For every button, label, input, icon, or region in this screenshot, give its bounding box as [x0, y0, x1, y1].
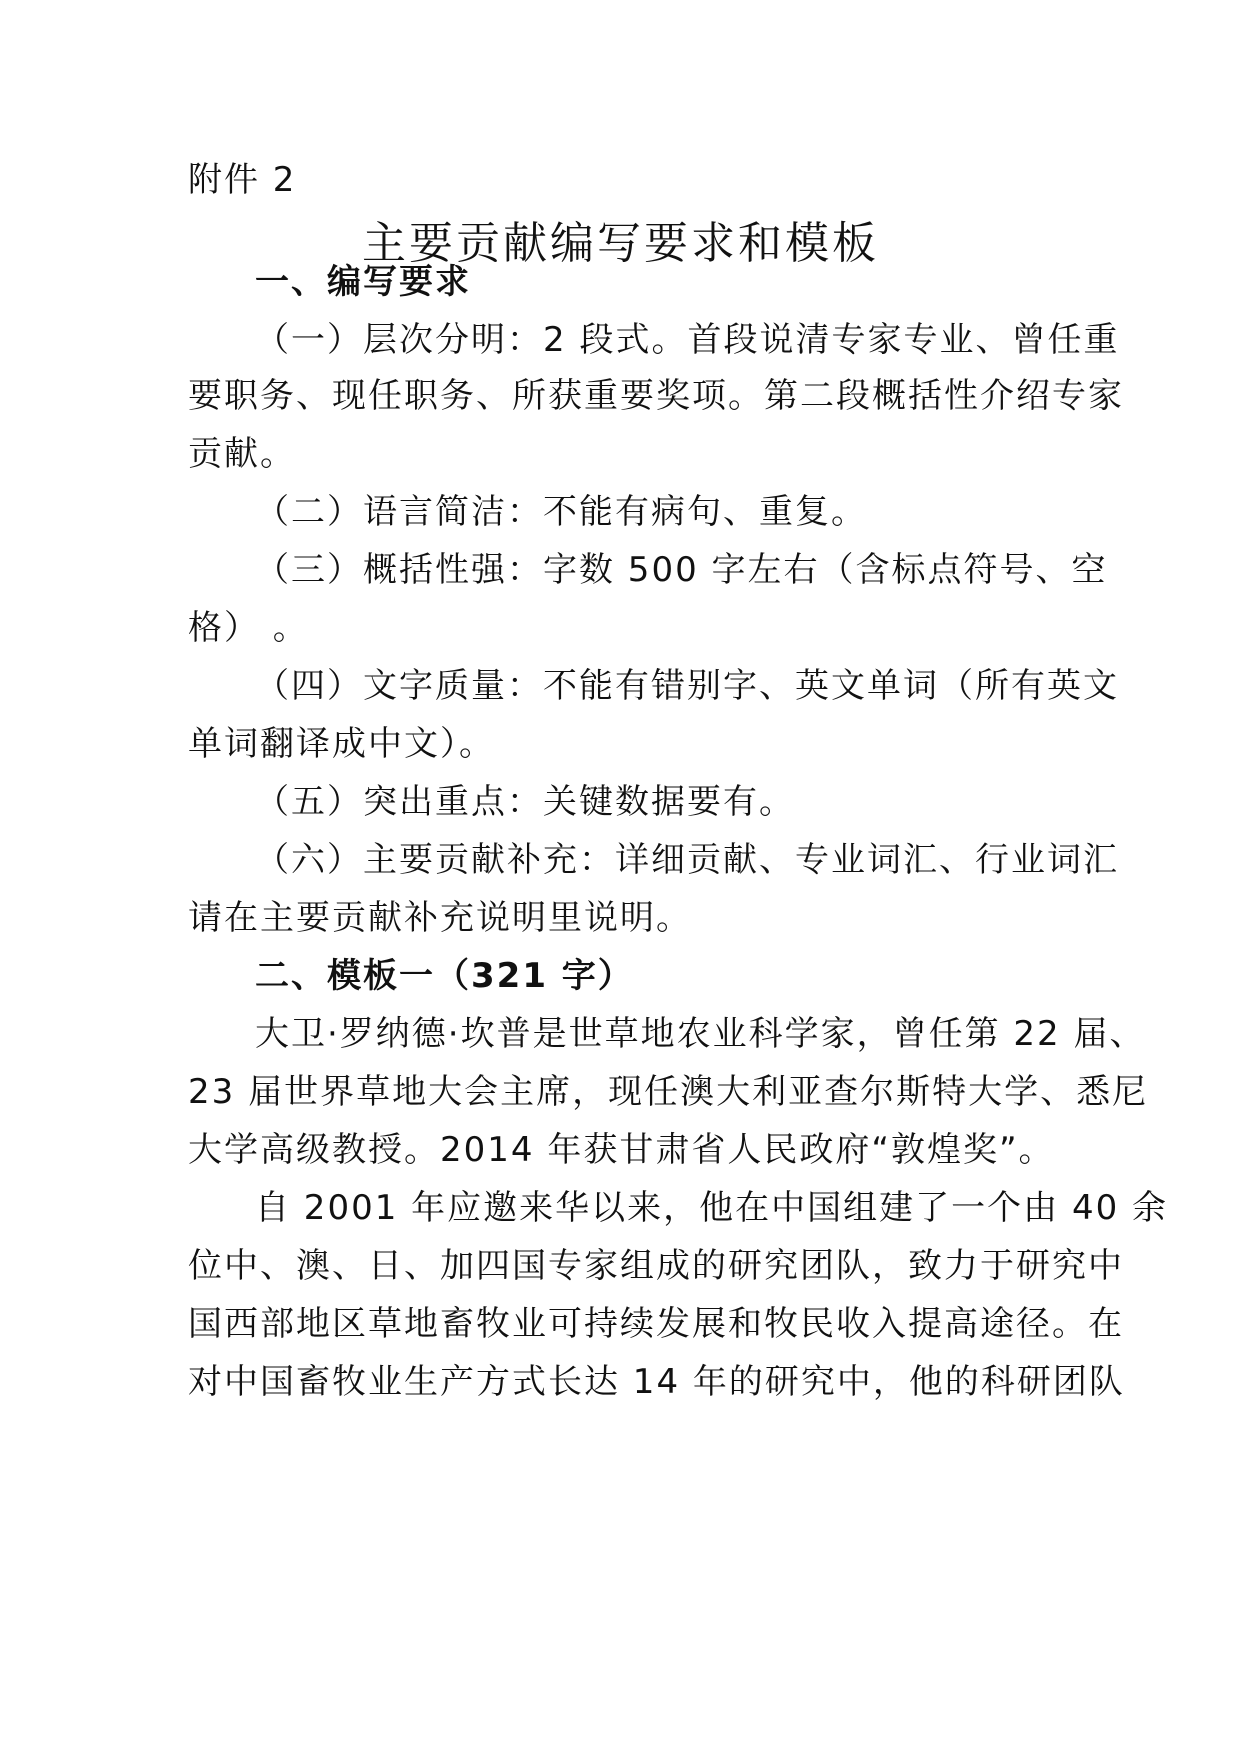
requirement-4-line-2: 单词翻译成中文）。 [188, 724, 495, 764]
requirement-2-line-1: （二）语言简洁：不能有病句、重复。 [255, 492, 867, 532]
requirement-6-line-2: 请在主要贡献补充说明里说明。 [188, 898, 692, 938]
requirement-5-line-1: （五）突出重点：关键数据要有。 [255, 782, 795, 822]
template-paragraph-1-line-1: 大卫·罗纳德·坎普是世草地农业科学家，曾任第 22 届、 [255, 1014, 1146, 1054]
requirement-3-line-2: 格） 。 [188, 608, 309, 648]
template-paragraph-1-line-2: 23 届世界草地大会主席，现任澳大利亚查尔斯特大学、悉尼 [188, 1072, 1149, 1112]
template-paragraph-2-line-3: 国西部地区草地畜牧业可持续发展和牧民收入提高途径。在 [188, 1304, 1124, 1344]
template-paragraph-1-line-3: 大学高级教授。2014 年获甘肃省人民政府“敦煌奖”。 [188, 1130, 1055, 1170]
requirement-1-line-3: 贡献。 [188, 434, 296, 474]
template-paragraph-2-line-1: 自 2001 年应邀来华以来，他在中国组建了一个由 40 余 [255, 1188, 1169, 1228]
template-paragraph-2-line-4: 对中国畜牧业生产方式长达 14 年的研究中，他的科研团队 [188, 1362, 1125, 1402]
requirement-1-line-1: （一）层次分明：2 段式。首段说清专家专业、曾任重 [255, 320, 1120, 360]
requirement-6-line-1: （六）主要贡献补充：详细贡献、专业词汇、行业词汇 [255, 840, 1119, 880]
requirement-4-line-1: （四）文字质量：不能有错别字、英文单词（所有英文 [255, 666, 1119, 706]
section-heading-requirements: 一、编写要求 [255, 262, 471, 302]
attachment-label: 附件 2 [188, 160, 297, 200]
section-heading-template: 二、模板一（321 字） [255, 956, 634, 996]
page-title: 主要贡献编写要求和模板 [362, 218, 879, 269]
requirement-3-line-1: （三）概括性强：字数 500 字左右（含标点符号、空 [255, 550, 1108, 590]
template-paragraph-2-line-2: 位中、澳、日、加四国专家组成的研究团队，致力于研究中 [188, 1246, 1124, 1286]
requirement-1-line-2: 要职务、现任职务、所获重要奖项。第二段概括性介绍专家 [188, 376, 1124, 416]
